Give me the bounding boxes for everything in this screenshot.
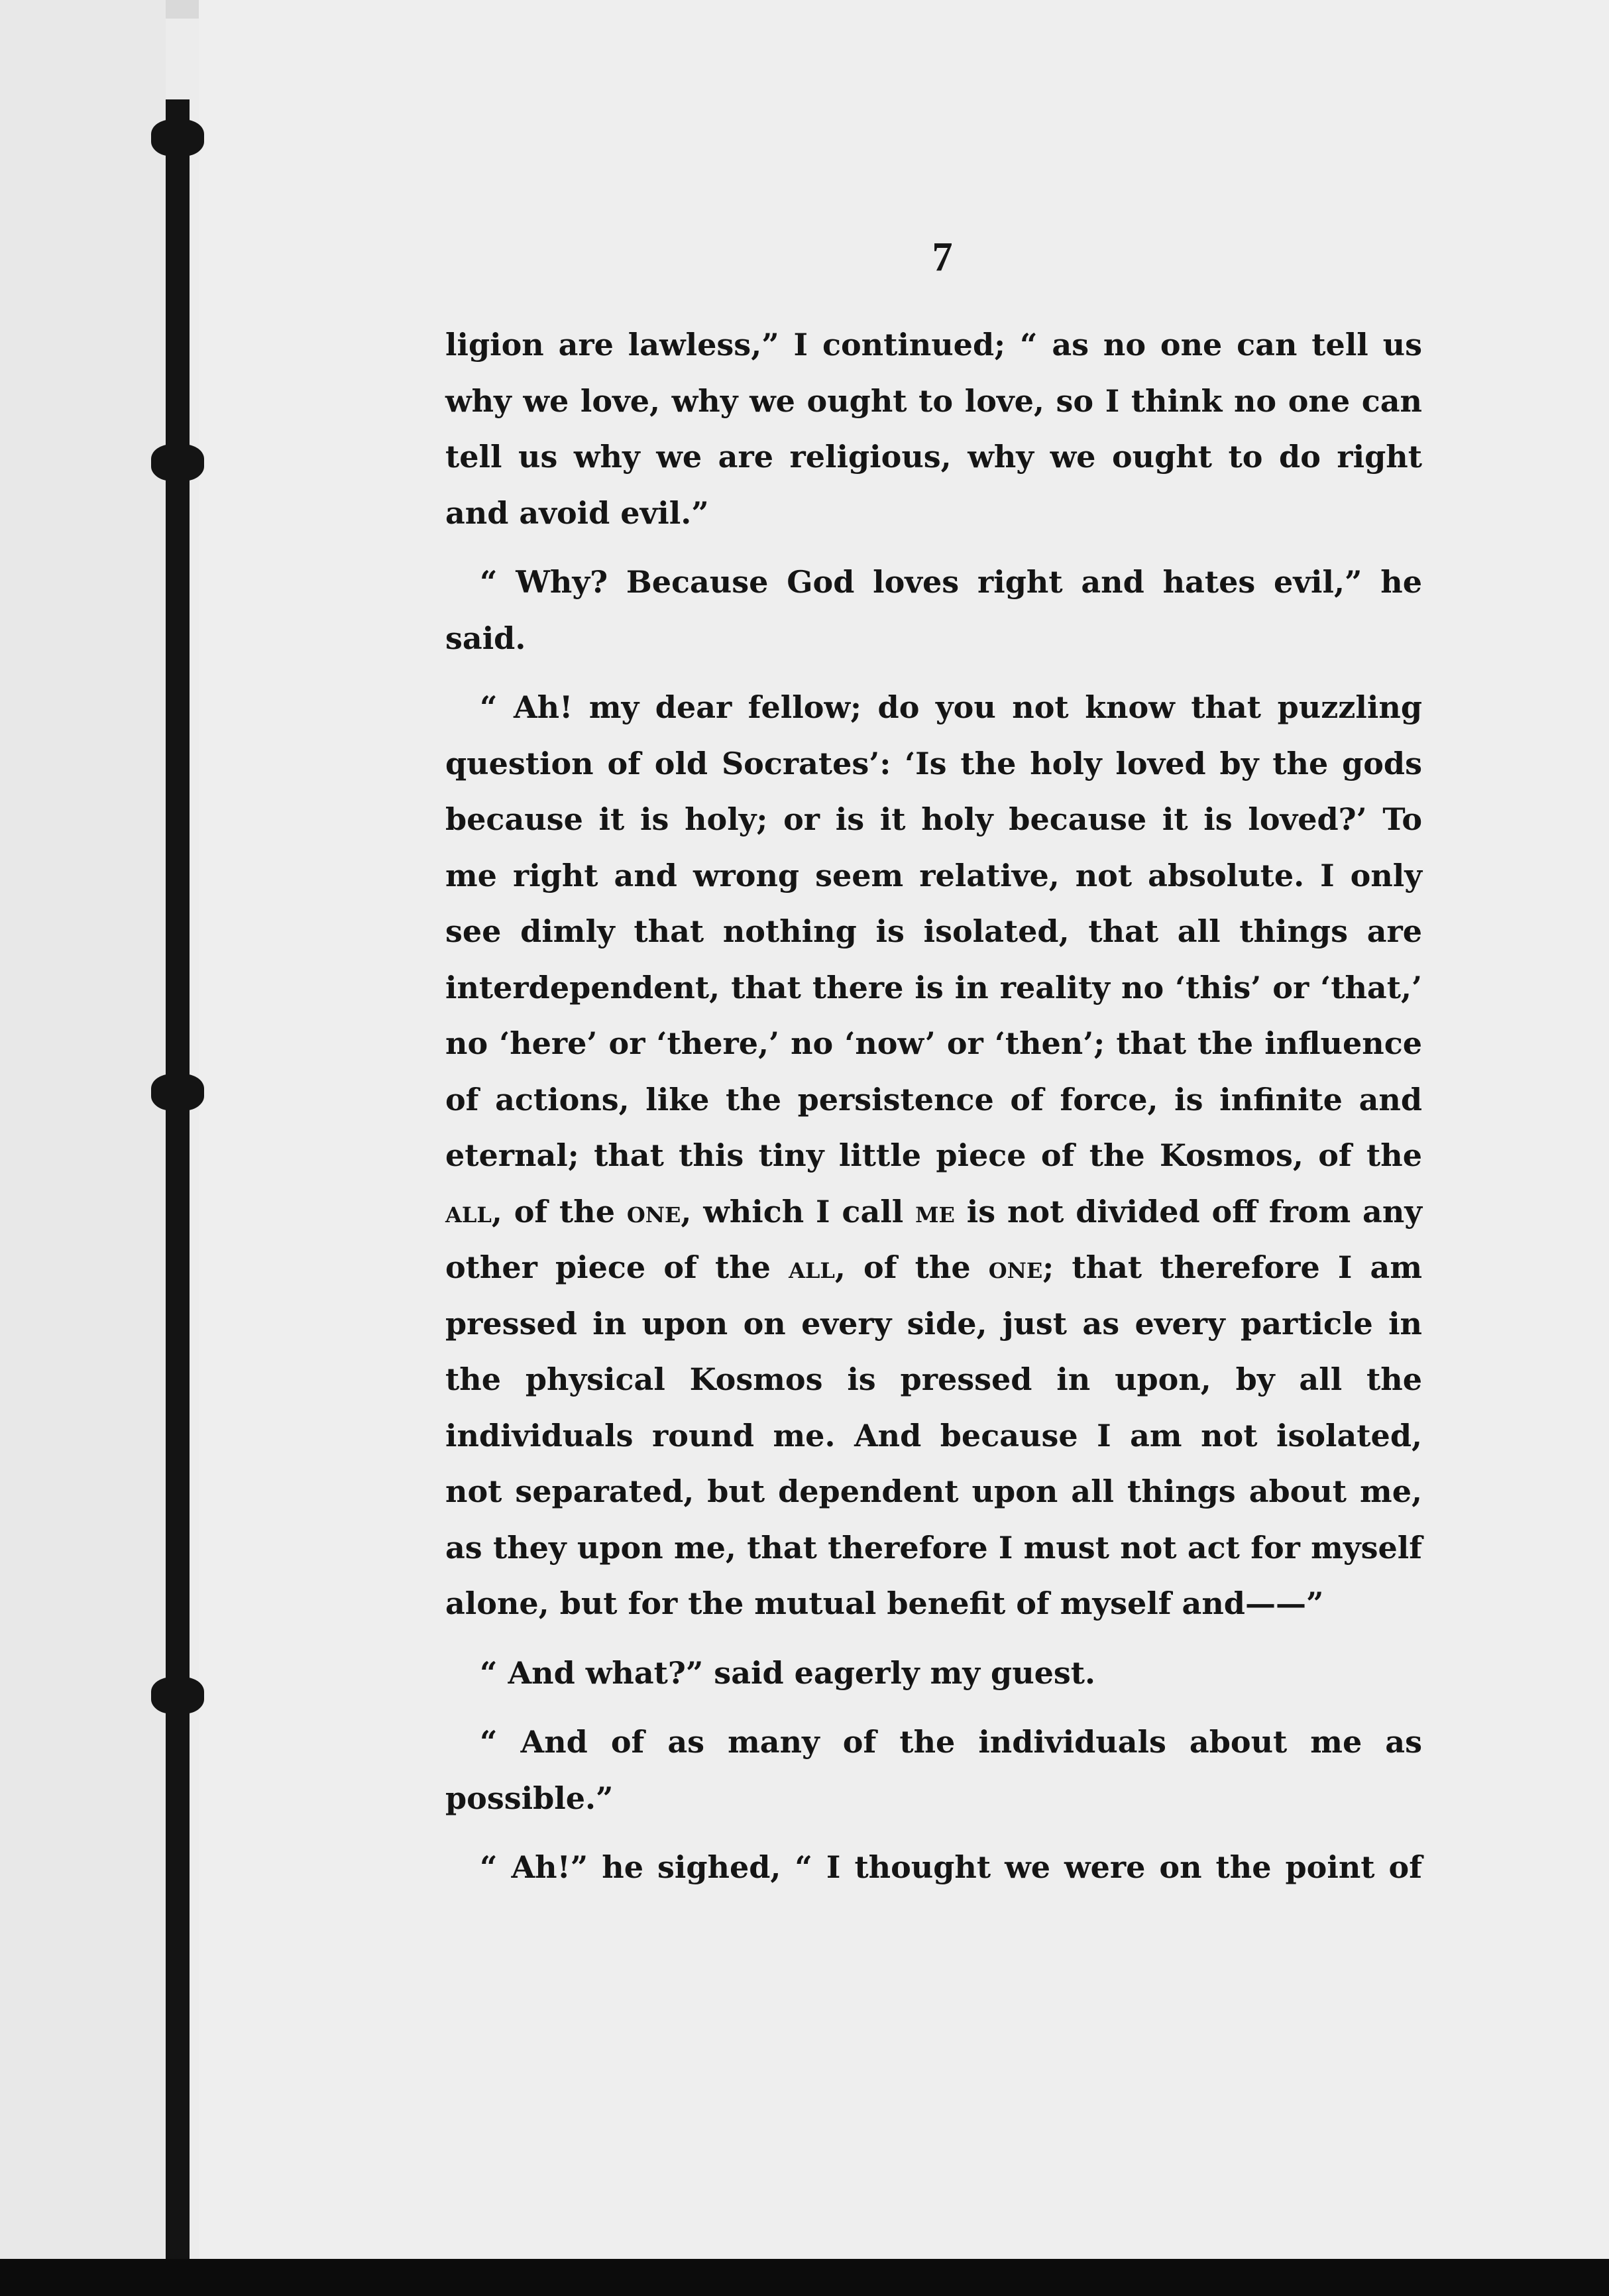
- text-run: is not divided off from any other piece of the: [445, 1193, 1422, 1285]
- binding-stitch-mark: [151, 1677, 204, 1714]
- binding-stitch-mark: [151, 444, 204, 481]
- facing-page-margin: [0, 0, 166, 2259]
- body-text: [445, 317, 1422, 1896]
- text-run: “ Ah! my dear fellow; do you not know that puzzling question of old Socrates’: ‘Is the holy loved by the gods because it is holy; or is it holy because it is loved?’ To me right and wrong seem relative, not absolute. I only see dimly that nothing is isolated, that all things are interdependent, that there is in reality no ‘this’ or ‘that,’ no ‘here’ or ‘there,’ no ‘now’ or ‘then’; that the influence of actions, like the persistence of force, is infinite and eternal; that this tiny little piece of the Kosmos, of the: [445, 689, 1422, 1173]
- small-caps-word: one: [988, 1249, 1043, 1285]
- text-run: , of the: [834, 1249, 989, 1285]
- text-run: , which I call: [681, 1193, 916, 1230]
- paragraph: ligion are lawless,” I continued; “ as no one can tell us why we love, why we ought to love, so I think no one can tell us why we are religious, why we ought to do right and avoid evil.”: [445, 327, 1422, 531]
- small-caps-word: all: [789, 1249, 835, 1285]
- paragraph: “ And what?” said eagerly my guest.: [480, 1654, 1096, 1691]
- binding-stitch-mark: [151, 119, 204, 156]
- small-caps-word: me: [915, 1193, 955, 1230]
- book-binding-gutter: [166, 99, 190, 2259]
- paragraph: “ Why? Because God loves right and hates evil,” he said.: [445, 564, 1422, 656]
- scan-border: [0, 2259, 1609, 2296]
- page-number: 7: [932, 235, 953, 280]
- paragraph: [445, 679, 1422, 1632]
- binding-stitch-mark: [151, 1074, 204, 1111]
- paragraph: “ And of as many of the individuals about me as possible.”: [445, 1724, 1422, 1816]
- text-run: ; that therefore I am pressed in upon on every side, just as every particle in the physical Kosmos is pressed in upon, by all the individuals round me. And because I am not isolated, not separated, but dependent upon all things about me, as they upon me, that therefore I must not act for myself alone, but for the mutual benefit of myself and——”: [445, 1249, 1423, 1621]
- small-caps-word: all: [445, 1193, 492, 1230]
- small-caps-word: one: [626, 1193, 681, 1230]
- paragraph: “ Ah!” he sighed, “ I thought we were on the point of: [480, 1849, 1422, 1885]
- text-run: , of the: [491, 1193, 627, 1230]
